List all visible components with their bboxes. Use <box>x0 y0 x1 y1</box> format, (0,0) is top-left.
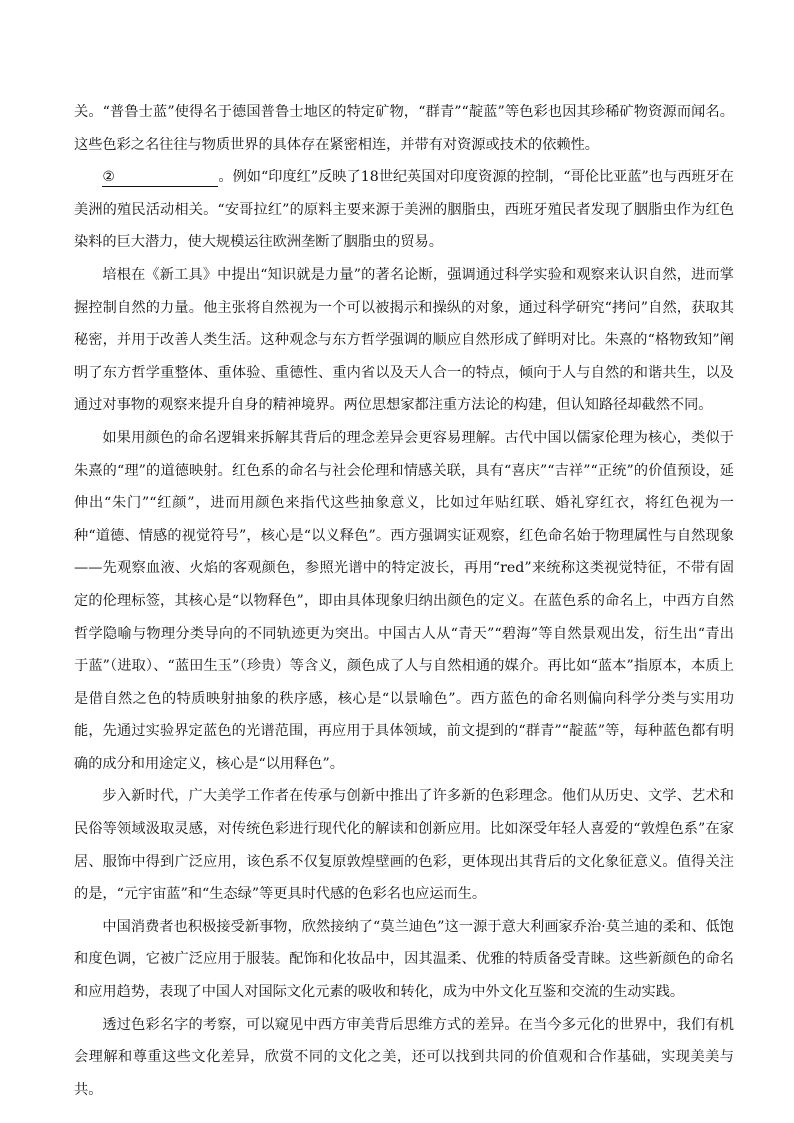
fill-in-blank-2[interactable]: ② <box>102 168 218 187</box>
paragraph-blank-2 <box>74 161 734 259</box>
paragraph-blank-2-text: 。例如“印度红”反映了18世纪英国对印度资源的控制，“哥伦比亚蓝”也与西班牙在美洲的殖民活动相关。“安哥拉红”的原料主要来源于美洲的胭脂虫，西班牙殖民者发现了胭脂虫作为红色染料的巨大潜力，使大规模运往欧洲垄断了胭脂虫的贸易。 <box>74 169 734 251</box>
paragraph-continuation: 关。“普鲁士蓝”使得名于德国普鲁士地区的特定矿物，“群青”“靛蓝”等色彩也因其珍稀矿物资源而闻名。这些色彩之名往往与物质世界的具体存在紧密相连，并带有对资源或技术的依赖性。 <box>74 104 734 153</box>
paragraph-conclusion: 透过色彩名字的考察，可以窥见中西方审美背后思维方式的差异。在当今多元化的世界中，我们有机会理解和尊重这些文化差异，欣赏不同的文化之美，还可以找到共同的价值观和合作基础，实现美美与共。 <box>74 1016 734 1098</box>
article-body <box>74 96 734 1106</box>
paragraph-bacon: 培根在《新工具》中提出“知识就是力量”的著名论断，强调通过科学实验和观察来认识自然，进而掌握控制自然的力量。他主张将自然视为一个可以被揭示和操纵的对象，通过科学研究“拷问”自然，获取其秘密，并用于改善人类生活。这种观念与东方哲学强调的顺应自然形成了鲜明对比。朱熹的“格物致知”阐明了东方哲学重整体、重体验、重德性、重内省以及天人合一的特点，倾向于人与自然的和谐共生，以及通过对事物的观察来提升自身的精神境界。两位思想家都注重方法论的构建，但认知路径却截然不同。 <box>74 266 734 414</box>
paragraph-color-naming: 如果用颜色的命名逻辑来拆解其背后的理念差异会更容易理解。古代中国以儒家伦理为核心，类似于朱熹的“理”的道德映射。红色系的命名与社会伦理和情感关联，具有“喜庆”“吉祥”“正统”的价值预设，延伸出“朱门”“红颜”，进而用颜色来指代这些抽象意义，比如过年贴红联、婚礼穿红衣，将红色视为一种“道德、情感的视觉符号”，核心是“以义释色”。西方强调实证观察，红色命名始于物理属性与自然现象——先观察血液、火焰的客观颜色，参照光谱中的特定波长，再用“red”来统称这类视觉特征，不带有固定的伦理标签，其核心是“以物释色”，即由具体现象归纳出颜色的定义。在蓝色系的命名上，中西方自然哲学隐喻与物理分类导向的不同轨迹更为突出。中国古人从“青天”“碧海”等自然景观出发，衍生出“青出于蓝”（进取）、“蓝田生玉”（珍贵）等含义，颜色成了人与自然相通的媒介。再比如“蓝本”指原本，本质上是借自然之色的特质映射抽象的秩序感，核心是“以景喻色”。西方蓝色的命名则偏向科学分类与实用功能，先通过实验界定蓝色的光谱范围，再应用于具体领域，前文提到的“群青”“靛蓝”等，每种蓝色都有明确的成分和用途定义，核心是“以用释色”。 <box>74 429 734 772</box>
paragraph-new-era: 步入新时代，广大美学工作者在传承与创新中推出了许多新的色彩理念。他们从历史、文学、艺术和民俗等领域汲取灵感，对传统色彩进行现代化的解读和创新应用。比如深受年轻人喜爱的“敦煌色系”在家居、服饰中得到广泛应用，该色系不仅复原敦煌壁画的色彩，更体现出其背后的文化象征意义。值得关注的是，“元宇宙蓝”和“生态绿”等更具时代感的色彩名也应运而生。 <box>74 788 734 903</box>
paragraph-morandi: 中国消费者也积极接受新事物，欣然接纳了“莫兰迪色”这一源于意大利画家乔治·莫兰迪的柔和、低饱和度色调，它被广泛应用于服装。配饰和化妆品中，因其温柔、优雅的特质备受青睐。这些新颜色的命名和应用趋势，表现了中国人对国际文化元素的吸收和转化，成为中外文化互鉴和交流的生动实践。 <box>74 918 734 1001</box>
